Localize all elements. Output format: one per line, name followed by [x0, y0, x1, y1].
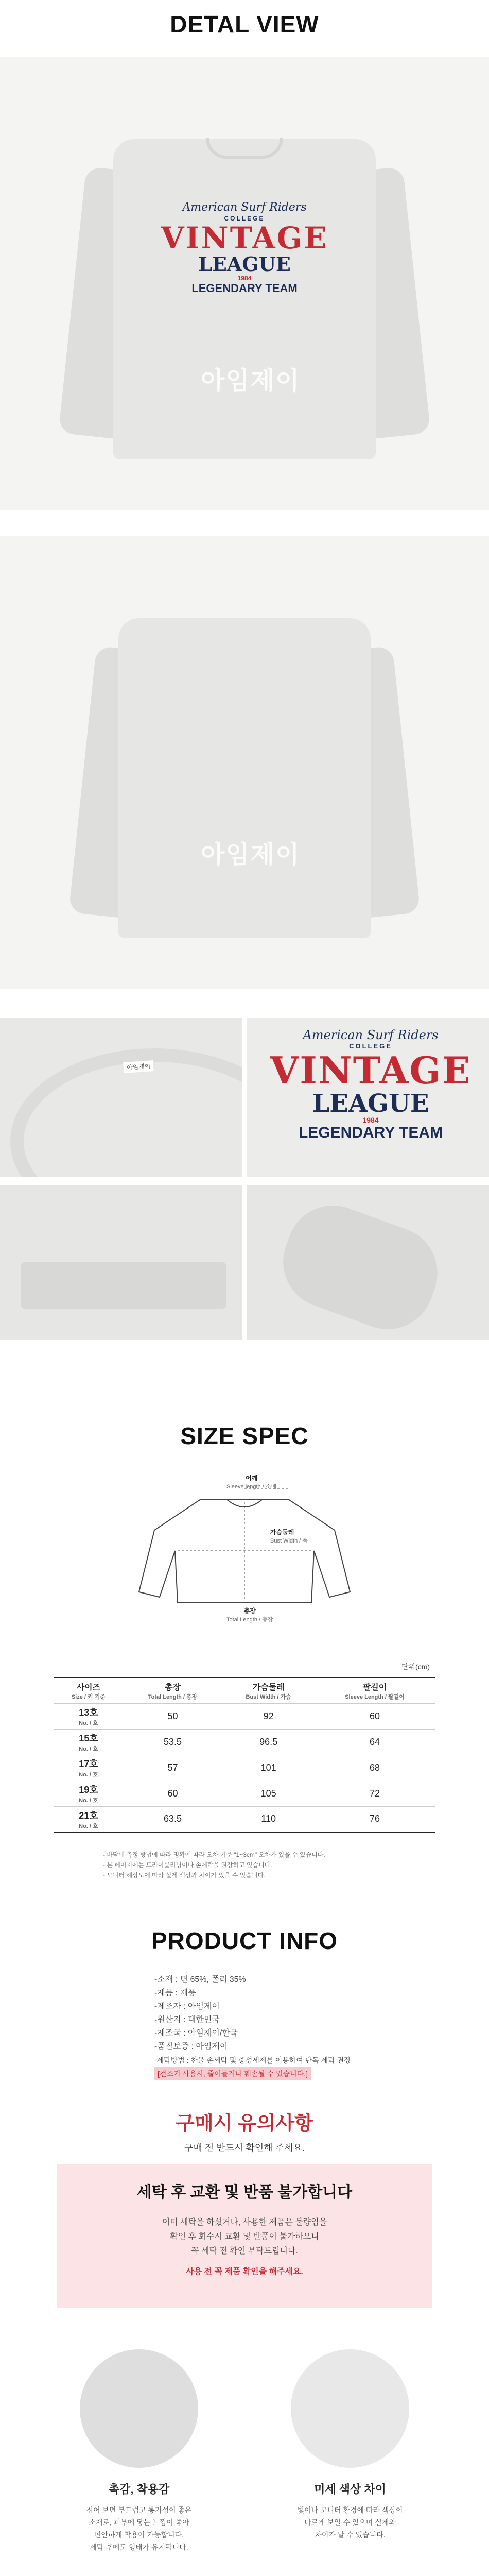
- print-college-closeup: COLLEGE: [349, 1042, 392, 1050]
- care-title: 미세 색상 차이: [314, 2483, 386, 2496]
- watermark-back: 아임제이: [201, 841, 301, 869]
- table-row: 21호 No. / 호 63.5 110 76: [54, 1806, 435, 1832]
- caution-body: 이미 세탁을 하셨거나, 사용한 제품은 불량임을 확인 후 회수시 교환 및 반품이 불가하오니 꼭 세탁 전 확인 부탁드립니다.: [162, 2218, 327, 2256]
- info-line: -세탁방법 : 찬물 손세탁 및 중성세제를 이용하여 단독 세탁 권장: [154, 2056, 351, 2064]
- print-script-closeup: American Surf Riders: [303, 1028, 439, 1042]
- size-spec-title: SIZE SPEC: [180, 1422, 309, 1449]
- table-row: 13호 No. / 호 50 92 60: [54, 1703, 435, 1729]
- table-row: 19호 No. / 호 60 105 72: [54, 1781, 435, 1806]
- watermark: 아임제이: [201, 367, 301, 395]
- caution-header: [0, 2107, 489, 2154]
- info-highlight: [건조기 사용시, 줄어들거나 훼손될 수 있습니다.]: [154, 2067, 311, 2080]
- caution-box: [57, 2164, 432, 2308]
- size-spec-table: [54, 1677, 435, 1833]
- unit-label: 단위(cm): [401, 1663, 430, 1671]
- caution-title: 구매시 유의사항: [176, 2113, 313, 2134]
- size-diagram: [129, 1473, 360, 1628]
- product-info-list: [154, 1973, 412, 2080]
- caution-red-note: 사용 전 꼭 제품 확인을 해주세요.: [186, 2267, 303, 2276]
- size-notes: [103, 1850, 391, 1880]
- spec-header-sleeve: 팔길이 Sleeve Length / 팔길이: [315, 1677, 435, 1703]
- care-card-touch: [46, 2349, 232, 2576]
- collar-label: 아임제이: [123, 1060, 154, 1073]
- print-year-closeup: 1984: [362, 1116, 379, 1124]
- caution-subtitle: 구매 전 반드시 확인해 주세요.: [184, 2143, 305, 2153]
- print-college: COLLEGE: [224, 215, 265, 222]
- print-league: LEAGUE: [198, 252, 291, 276]
- spec-header-total: 총장 Total Length / 총장: [123, 1677, 222, 1703]
- info-line: -원산지 : 대한민국: [154, 2015, 220, 2024]
- length-label: 총장: [243, 1607, 256, 1615]
- cuff-closeup: [247, 1185, 489, 1340]
- size-note: - 본 페이지에는 드라이클리닝이나 손세탁을 권장하고 있습니다.: [103, 1861, 272, 1869]
- info-line: -제품 : 제품: [154, 1989, 196, 1997]
- collar-closeup: [0, 1018, 242, 1177]
- size-note: - 모니터 해상도에 따라 실제 색상과 차이가 있을 수 있습니다.: [103, 1872, 266, 1879]
- shoulder-label: 어깨: [245, 1475, 258, 1482]
- print-year: 1984: [237, 275, 252, 282]
- hem-closeup: [0, 1185, 242, 1340]
- spec-header-size: 사이즈 Size / 키 기준: [54, 1677, 123, 1703]
- print-league-closeup: LEAGUE: [312, 1089, 429, 1118]
- print-legendary: LEGENDARY TEAM: [191, 282, 298, 295]
- chest-label: 가슴둘레: [270, 1529, 294, 1536]
- product-info-title: PRODUCT INFO: [151, 1927, 338, 1954]
- print-vintage: VINTAGE: [161, 221, 328, 256]
- chest-label-en: Bust Width / 품: [270, 1538, 308, 1544]
- detail-view-title: DETAL VIEW: [170, 11, 319, 38]
- table-row: 15호 No. / 호 53.5 96.5 64: [54, 1729, 435, 1755]
- spec-header-bust: 가슴둘레 Bust Width / 가슴: [222, 1677, 315, 1703]
- info-line: -품질보증 : 아임제이: [154, 2042, 228, 2051]
- info-line: -제조자 : 아임제이: [154, 2002, 220, 2011]
- table-row: 17호 No. / 호 57 101 68: [54, 1755, 435, 1781]
- caution-headline: 세탁 후 교환 및 반품 불가합니다: [136, 2184, 353, 2201]
- sweatshirt-outline-icon: [129, 1473, 360, 1628]
- care-card-color: [257, 2349, 443, 2576]
- care-desc: 접어 보면 부드럽고 통기성이 좋은 소재로, 피부에 닿는 느낌이 좋아 편안하게 착용이 가능합니다. 세탁 후에도 형태가 유지됩니다.: [86, 2506, 192, 2551]
- care-title: 촉감, 착용감: [108, 2483, 170, 2496]
- print-vintage-closeup: VINTAGE: [270, 1048, 471, 1092]
- info-line: -소재 : 면 65%, 폴리 35%: [154, 1975, 246, 1984]
- length-label-en: Total Length / 총장: [226, 1617, 273, 1623]
- product-photo-back: [0, 536, 489, 989]
- print-closeup: [247, 1018, 489, 1177]
- size-note: - 바닥에 측정 방법에 따라 명확에 따라 오차 기준 "1~3cm" 오차가 있을 수 있습니다.: [103, 1851, 325, 1858]
- info-line: -제조국 : 아임제이/한국: [154, 2029, 238, 2038]
- shoulder-label-en: Sleeve length / 소매: [226, 1484, 277, 1490]
- spec-header-row: [54, 1677, 435, 1703]
- care-desc: 빛이나 모니터 환경에 따라 색상이 다르게 보일 수 있으며 실제와 차이가 날 수 있습니다.: [297, 2506, 403, 2539]
- product-photo-front: [0, 57, 489, 510]
- print-legendary-closeup: LEGENDARY TEAM: [298, 1124, 443, 1141]
- print-script: American Surf Riders: [182, 201, 307, 214]
